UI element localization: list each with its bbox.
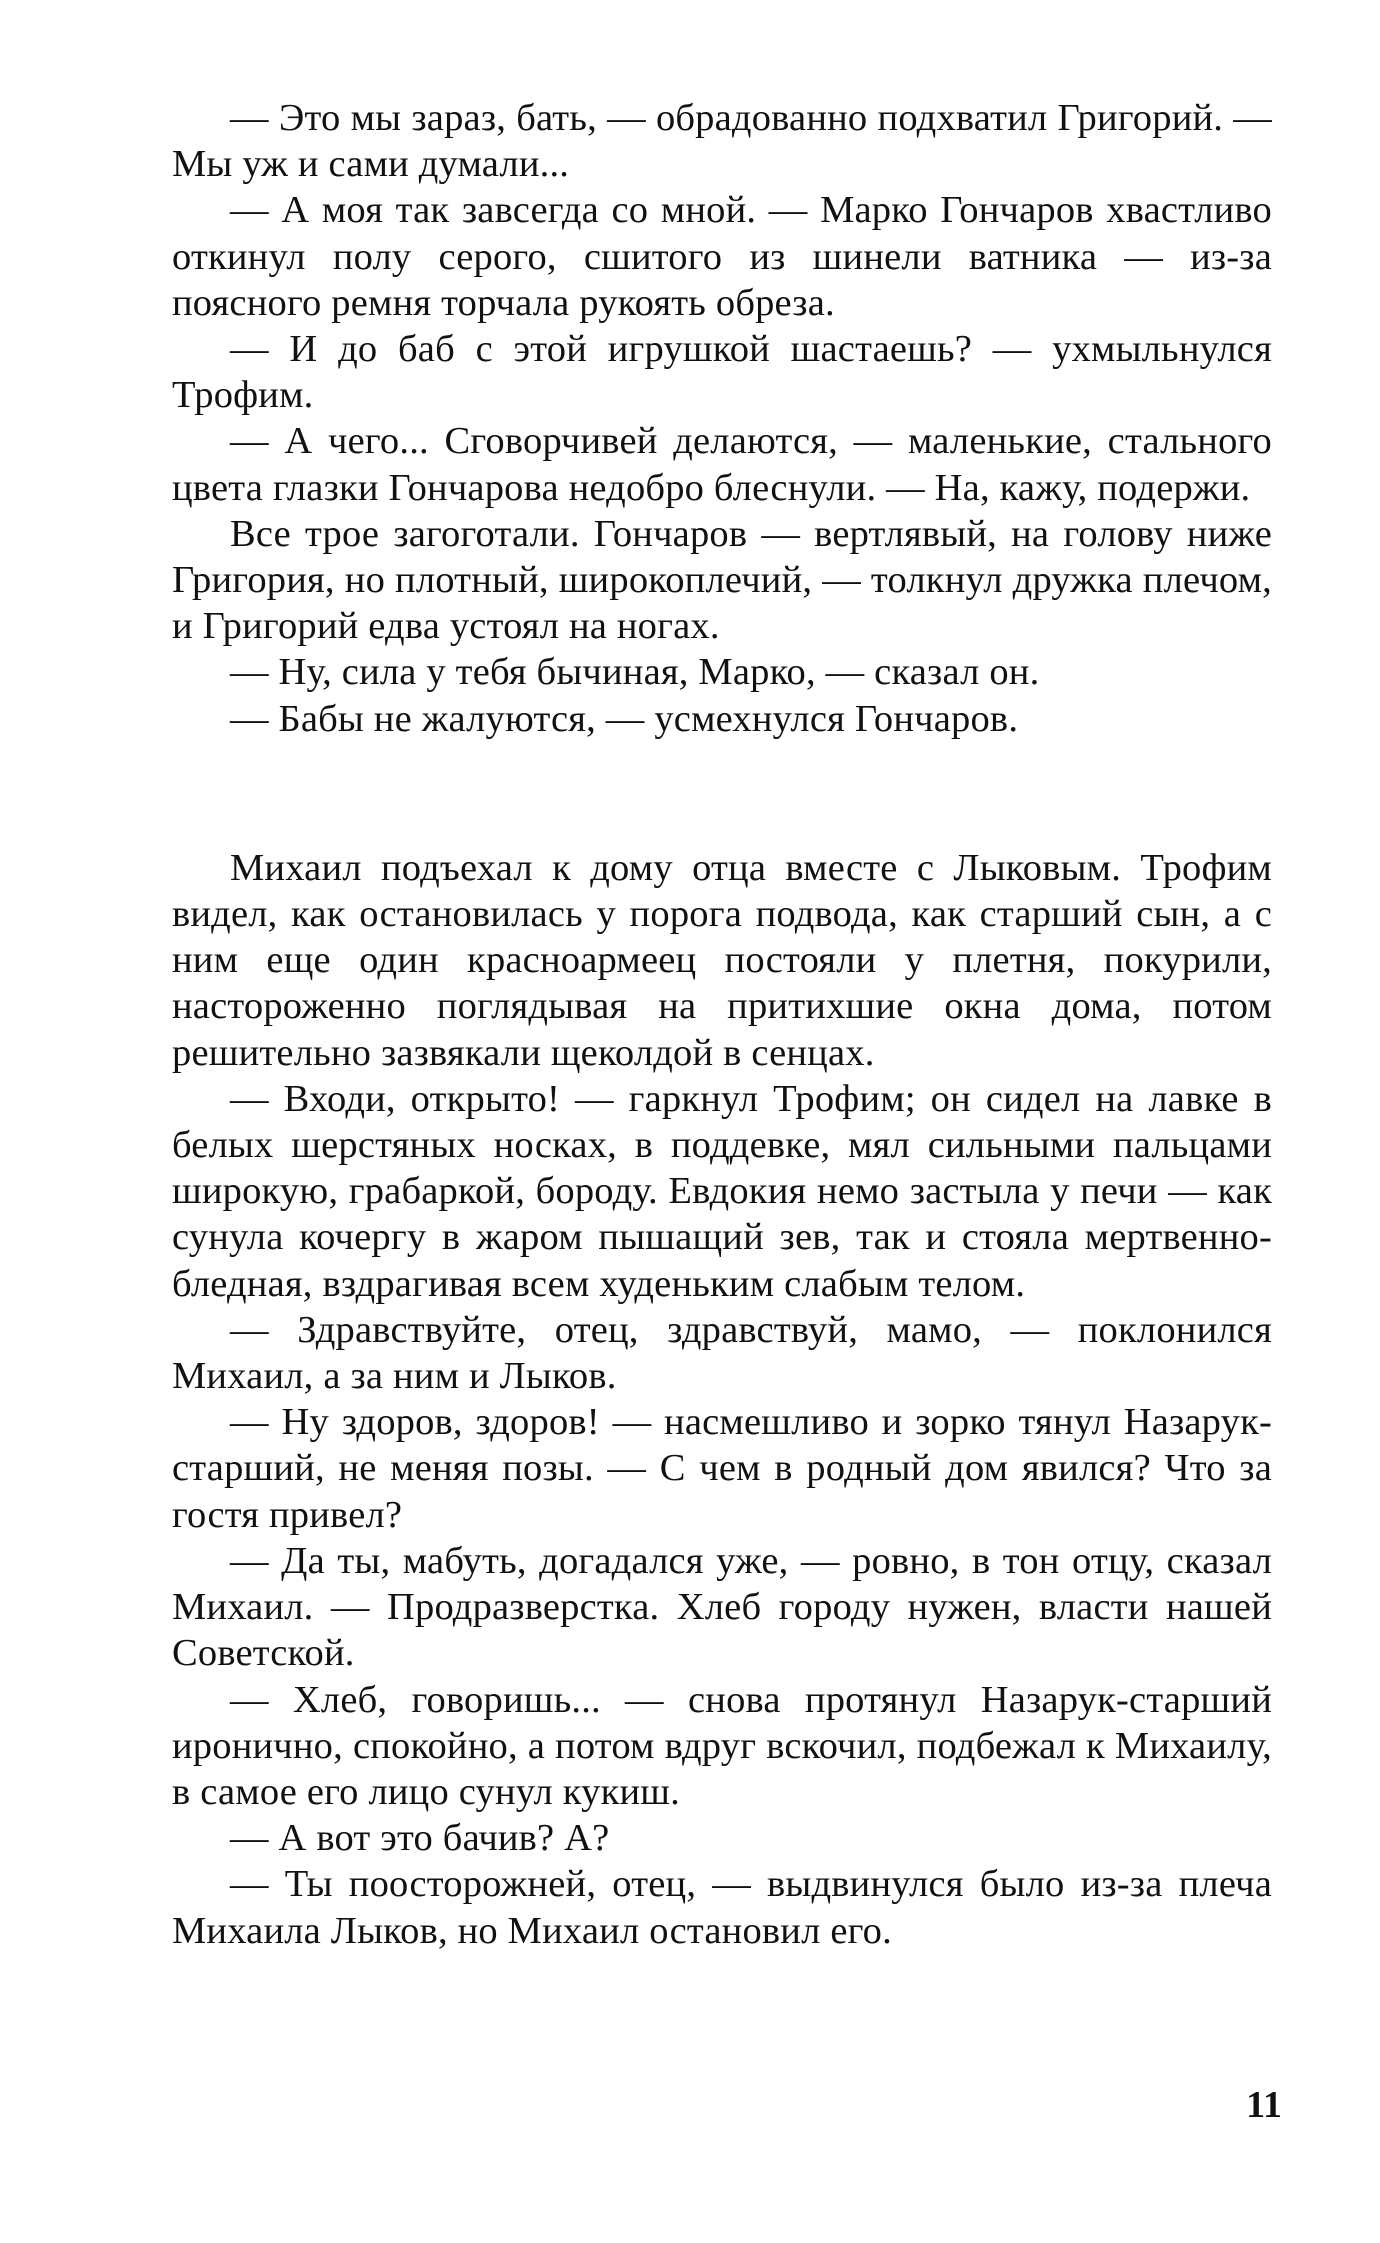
paragraph: — Хлеб, говоришь... — снова протянул Назарук-старший иронично, спокойно, а потом вдруг вскочил, подбежал к Михаилу, в самое его лицо сунул кукиш. bbox=[172, 1678, 1272, 1813]
paragraph: — А чего... Сговорчивей делаются, — маленькие, стального цвета глазки Гончарова недобро блеснули. — На, кажу, подержи. bbox=[172, 420, 1272, 509]
paragraph: Все трое загоготали. Гончаров — вертлявый, на голову ниже Григория, но плотный, широкоплечий, — толкнул дружка плечом, и Григорий едва устоял на ногах. bbox=[172, 512, 1272, 648]
section-break bbox=[172, 742, 1272, 845]
paragraph: — Бабы не жалуются, — усмехнулся Гончаров. bbox=[230, 697, 1019, 740]
paragraph: — Ну здоров, здоров! — насмешливо и зорко тянул Назарук-старший, не меняя позы. — С чем в родный дом явился? Что за гостя привел? bbox=[172, 1401, 1272, 1536]
paragraph: — А моя так завсегда со мной. — Марко Гончаров хвастливо откинул полу серого, сшитого из шинели ватника — из-за поясного ремня торчала рукоять обреза. bbox=[172, 189, 1272, 324]
paragraph: — И до баб с этой игрушкой шастаешь? — ухмыльнулся Трофим. bbox=[172, 328, 1272, 417]
paragraph: — Это мы зараз, бать, — обрадованно подхватил Григорий. — Мы уж и сами думали... bbox=[172, 97, 1272, 186]
section-1 bbox=[172, 95, 1272, 742]
paragraph: — Да ты, мабуть, догадался уже, — ровно, в тон отцу, сказал Михаил. — Продразверстка. Хлеб городу нужен, власти нашей Советской. bbox=[172, 1539, 1272, 1675]
page-body bbox=[172, 95, 1272, 1954]
paragraph: — Здравствуйте, отец, здравствуй, мамо, — поклонился Михаил, а за ним и Лыков. bbox=[172, 1308, 1272, 1398]
paragraph: — Входи, открыто! — гаркнул Трофим; он сидел на лавке в белых шерстяных носках, в поддевке, мял сильными пальцами широкую, грабаркой, бороду. Евдокия немо застыла у печи — как сунула кочергу в жаром пышащий зев, так и стояла мертвенно-бледная, вздрагивая всем худеньким слабым телом. bbox=[172, 1077, 1272, 1305]
section-2 bbox=[172, 845, 1272, 1954]
paragraph: Михаил подъехал к дому отца вместе с Лыковым. Трофим видел, как остановилась у порога подвода, как старший сын, а с ним еще один красноармеец постояли у плетня, покурили, настороженно поглядывая на притихшие окна дома, потом решительно зазвякали щеколдой в сенцах. bbox=[172, 846, 1272, 1074]
paragraph: — Ну, сила у тебя бычиная, Марко, — сказал он. bbox=[230, 651, 1040, 694]
paragraph: — А вот это бачив? А? bbox=[230, 1817, 610, 1860]
page-number: 11 bbox=[1246, 2084, 1282, 2126]
paragraph: — Ты поосторожней, отец, — выдвинулся было из-за плеча Михаила Лыков, но Михаил остановил его. bbox=[172, 1863, 1272, 1952]
